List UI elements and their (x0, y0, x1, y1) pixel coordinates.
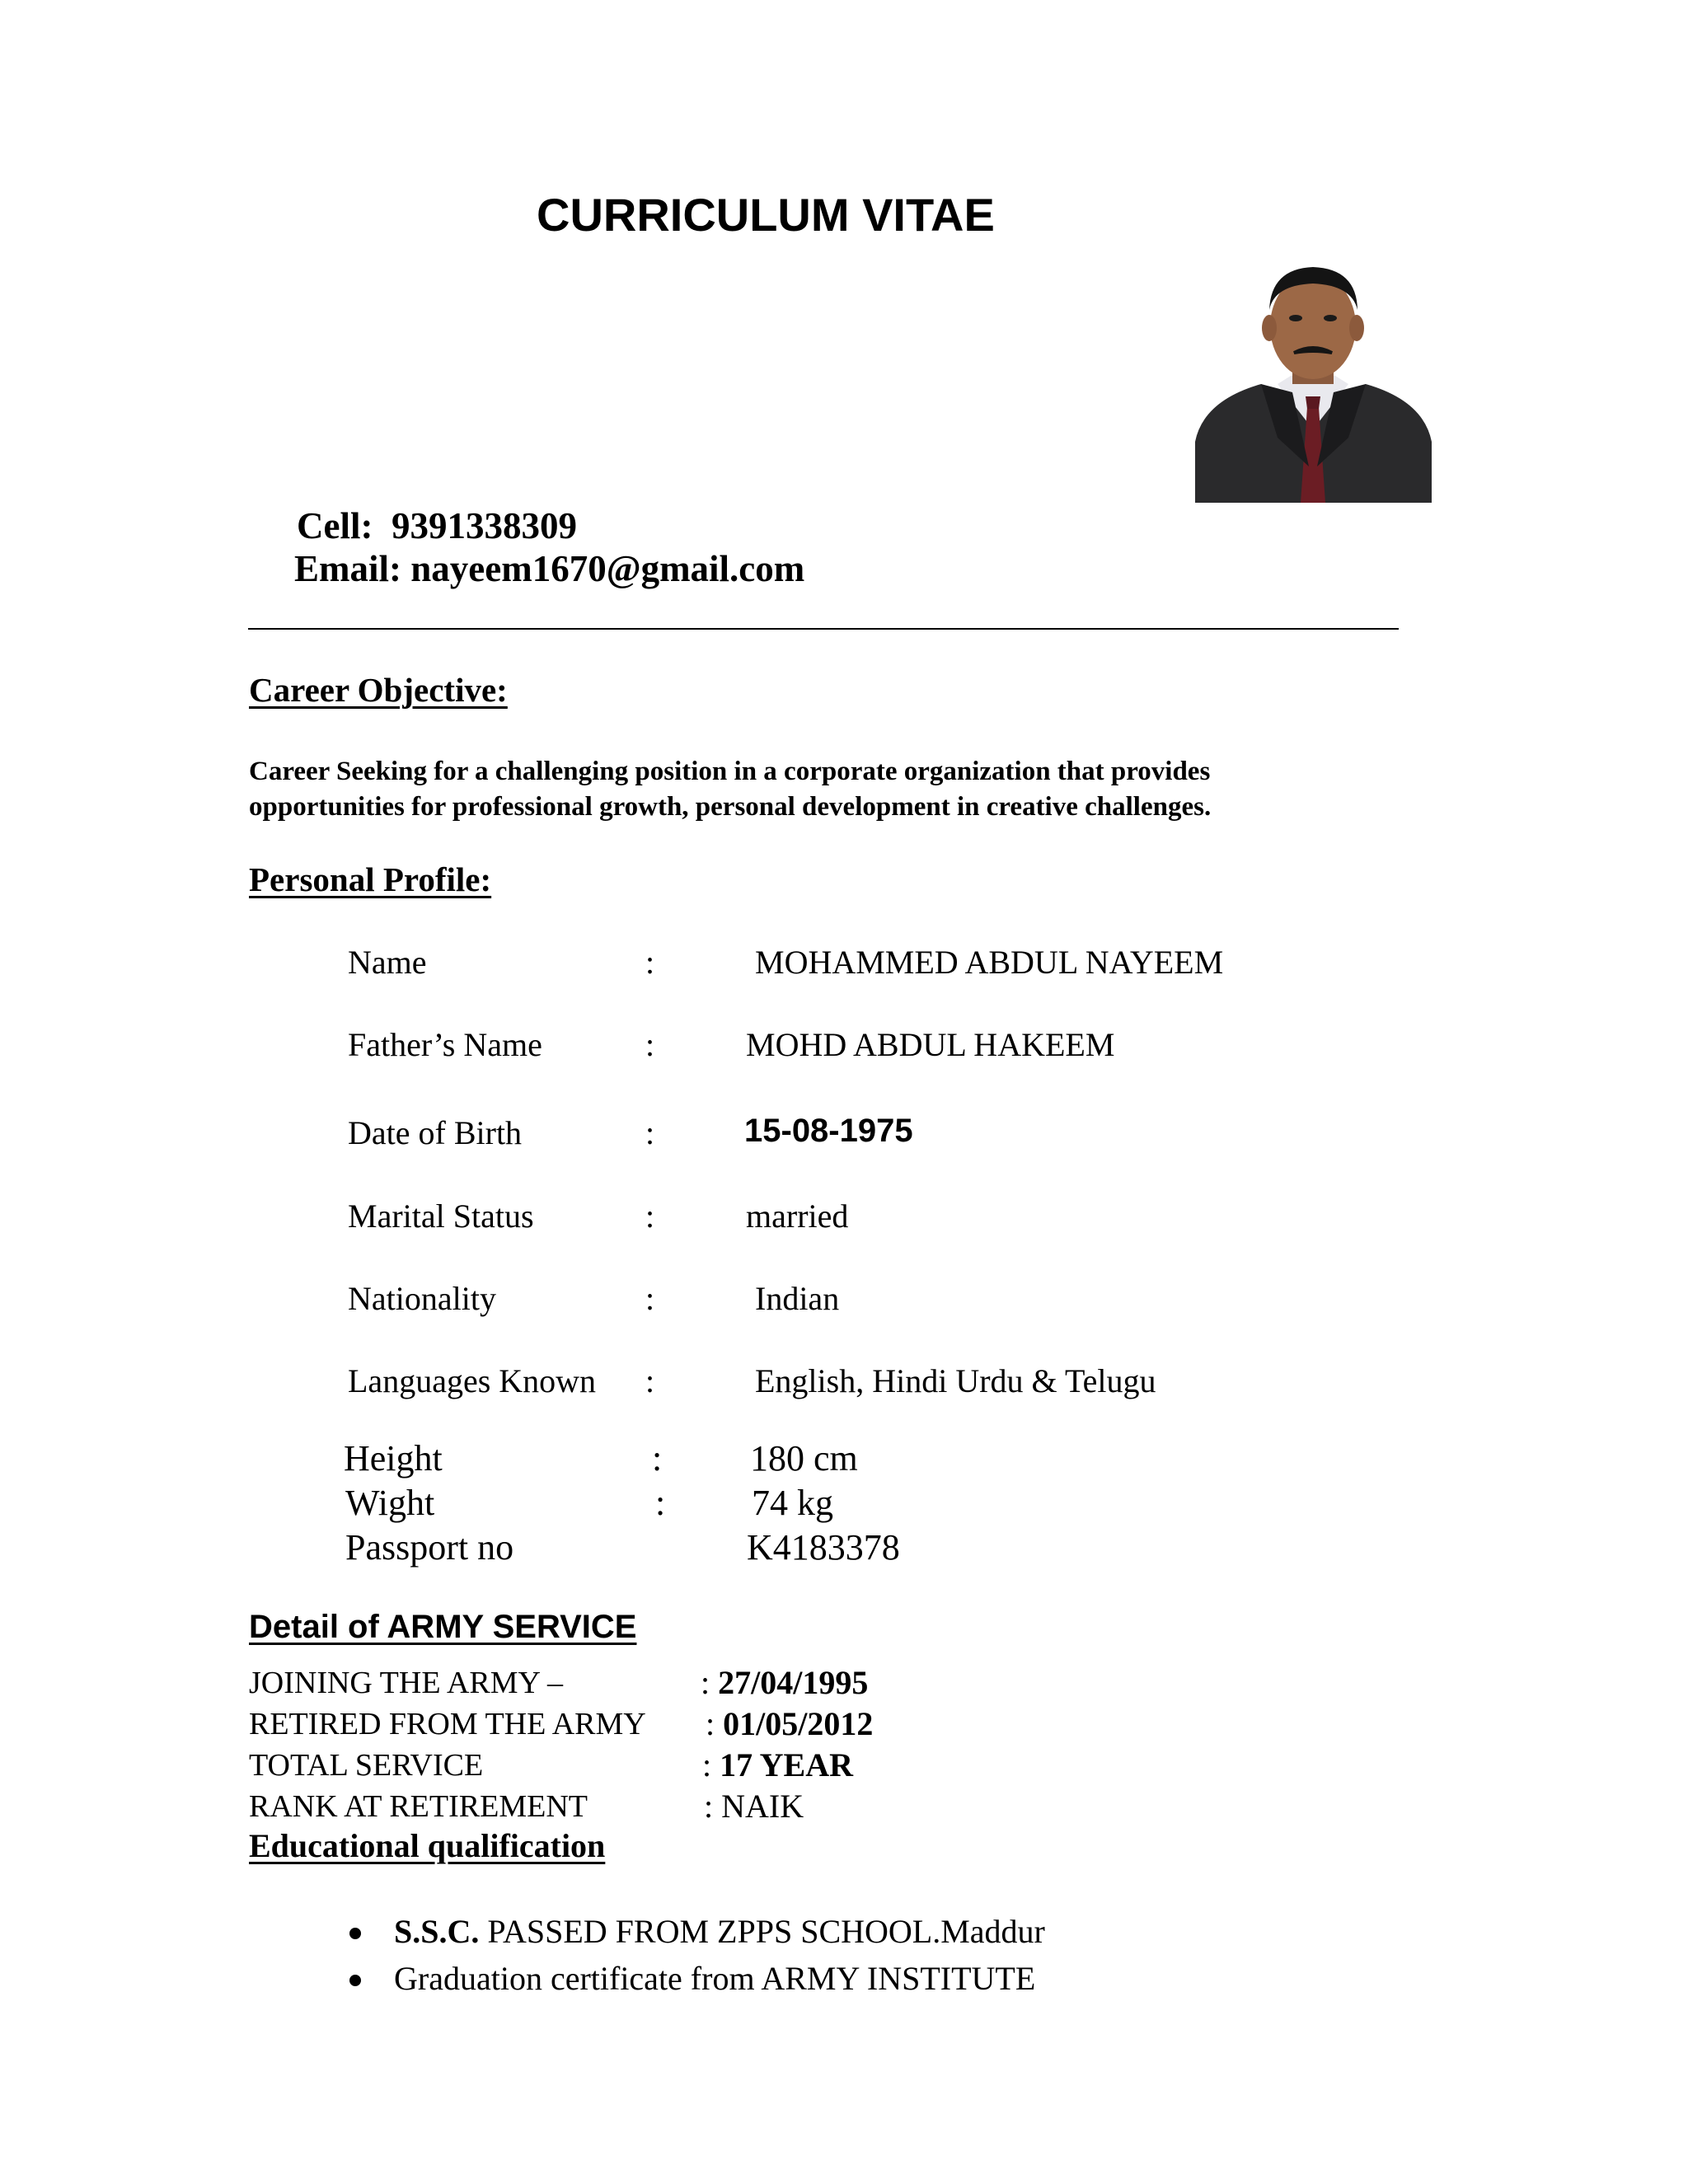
email-label: Email: (294, 548, 401, 589)
army-value-text: 17 YEAR (720, 1746, 853, 1783)
profile-label-nationality: Nationality (348, 1280, 496, 1317)
profile-colon: : (645, 1114, 655, 1151)
profile-colon: : (645, 1362, 655, 1399)
army-value-text: 27/04/1995 (718, 1664, 869, 1701)
education-item-text: Graduation certificate from ARMY INSTITUTE (394, 1960, 1036, 1997)
army-value-text: NAIK (721, 1788, 804, 1825)
bullet-icon (349, 1975, 361, 1986)
education-item-bold: S.S.C. (394, 1913, 480, 1950)
army-value-total-service (702, 1746, 853, 1784)
profile-label-weight: Wight (345, 1483, 435, 1523)
army-label-joining: JOINING THE ARMY – (249, 1666, 564, 1700)
profile-value-date-of-birth: 15-08-1975 (744, 1113, 913, 1149)
profile-value-marital-status: married (746, 1197, 849, 1235)
profile-colon: : (645, 1026, 655, 1063)
army-label-total-service: TOTAL SERVICE (249, 1748, 484, 1783)
profile-label-fathers-name: Father’s Name (348, 1026, 542, 1063)
cell-label: Cell: (297, 505, 373, 546)
army-label-rank: RANK AT RETIREMENT (249, 1789, 588, 1824)
profile-label-date-of-birth: Date of Birth (348, 1114, 523, 1151)
personal-profile-heading: Personal Profile: (249, 860, 492, 898)
profile-label-marital-status: Marital Status (348, 1197, 534, 1235)
army-service-heading: Detail of ARMY SERVICE (249, 1609, 637, 1645)
army-value-text: 01/05/2012 (723, 1705, 874, 1742)
army-label-retired: RETIRED FROM THE ARMY (249, 1707, 646, 1741)
education-item-text: PASSED FROM ZPPS SCHOOL.Maddur (479, 1913, 1045, 1950)
education-item-1 (394, 1912, 1045, 1951)
profile-label-passport-no: Passport no (345, 1527, 514, 1568)
profile-value-languages-known: English, Hindi Urdu & Telugu (755, 1362, 1156, 1399)
profile-label-name: Name (348, 944, 427, 981)
career-objective-line-2: opportunities for professional growth, personal development in creative challenges. (249, 792, 1212, 822)
profile-value-height: 180 cm (750, 1438, 858, 1479)
army-value-rank (704, 1787, 804, 1825)
profile-colon: : (645, 1280, 655, 1317)
profile-label-height: Height (344, 1438, 443, 1479)
bullet-icon (349, 1928, 361, 1939)
profile-colon: : (652, 1438, 663, 1479)
army-colon: : (702, 1746, 720, 1783)
army-colon: : (706, 1705, 724, 1742)
profile-colon: : (645, 1197, 655, 1235)
email-line (294, 547, 804, 590)
profile-value-passport-no: K4183378 (747, 1527, 900, 1568)
cell-line (297, 504, 577, 547)
education-item-2 (394, 1959, 1035, 1998)
profile-value-weight: 74 kg (752, 1483, 833, 1523)
army-value-joining (701, 1663, 868, 1702)
profile-value-name: MOHAMMED ABDUL NAYEEM (755, 944, 1224, 981)
profile-photo (1195, 260, 1432, 503)
cell-value: 9391338309 (391, 505, 577, 546)
career-objective-line-1: Career Seeking for a challenging position in a corporate organization that provides (249, 757, 1211, 786)
army-colon: : (704, 1788, 722, 1825)
profile-value-nationality: Indian (755, 1280, 840, 1317)
profile-colon: : (645, 944, 655, 981)
profile-value-fathers-name: MOHD ABDUL HAKEEM (746, 1026, 1115, 1063)
army-value-retired (706, 1704, 873, 1743)
profile-label-languages-known: Languages Known (348, 1362, 597, 1399)
profile-colon: : (655, 1483, 666, 1523)
divider-line (248, 628, 1399, 630)
army-colon: : (701, 1664, 719, 1701)
document-title: CURRICULUM VITAE (537, 189, 995, 241)
email-value[interactable]: nayeem1670@gmail.com (410, 548, 805, 589)
education-heading: Educational qualification (249, 1827, 606, 1864)
career-objective-heading: Career Objective: (249, 671, 508, 709)
